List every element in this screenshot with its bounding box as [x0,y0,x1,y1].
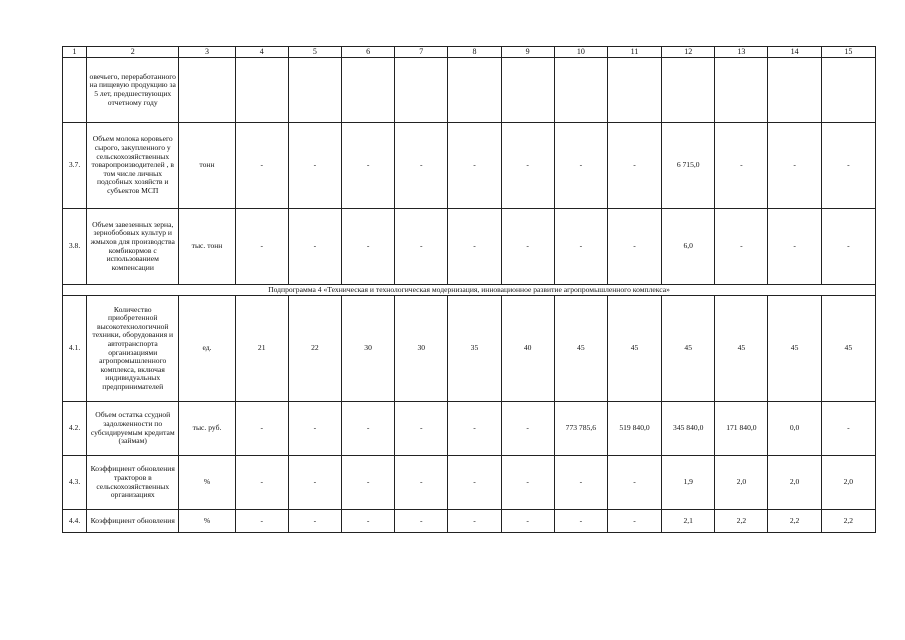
unit-cell: % [179,456,235,510]
value-cell: 30 [341,296,394,402]
indicator-name: овечьего, переработанного на пищевую продукцию за 5 лет, предшествующих отчетному году [87,58,179,123]
unit-cell: ед. [179,296,235,402]
header-cell: 4 [235,47,288,58]
value-cell: - [607,209,661,285]
value-cell: - [235,402,288,456]
value-cell: 2,2 [821,510,875,533]
header-cell: 12 [662,47,715,58]
indicator-number: 3.8. [63,209,87,285]
unit-cell: % [179,510,235,533]
header-cell: 9 [501,47,554,58]
value-cell: - [554,123,607,209]
value-cell: 171 840,0 [715,402,768,456]
table-row [63,123,876,209]
table-row [63,510,876,533]
table-row [63,296,876,402]
value-cell: - [554,510,607,533]
value-cell: - [607,456,661,510]
header-cell: 8 [448,47,501,58]
value-cell: - [235,123,288,209]
value-cell: 2,2 [715,510,768,533]
value-cell: 30 [395,296,448,402]
value-cell: 519 840,0 [607,402,661,456]
value-cell: - [395,456,448,510]
indicator-name: Коэффициент обновления [87,510,179,533]
value-cell [662,58,715,123]
value-cell: - [607,510,661,533]
value-cell: - [501,510,554,533]
value-cell [768,58,821,123]
value-cell: - [288,510,341,533]
unit-cell [179,58,235,123]
indicator-number: 4.1. [63,296,87,402]
value-cell: - [821,209,875,285]
value-cell [235,58,288,123]
header-cell: 10 [554,47,607,58]
indicator-number: 3.7. [63,123,87,209]
value-cell: 773 785,6 [554,402,607,456]
value-cell: 0,0 [768,402,821,456]
value-cell: 2,0 [715,456,768,510]
value-cell: - [768,209,821,285]
value-cell: - [448,123,501,209]
value-cell: - [235,510,288,533]
subprogram-row [63,285,876,296]
value-cell: - [395,209,448,285]
value-cell: - [288,456,341,510]
value-cell: 45 [821,296,875,402]
value-cell: - [768,123,821,209]
value-cell: - [341,209,394,285]
value-cell: - [448,209,501,285]
value-cell [607,58,661,123]
header-cell: 13 [715,47,768,58]
indicator-name: Объем завезенных зерна, зернобобовых культур и жмыхов для производства комбикормов с использованием компенсации [87,209,179,285]
value-cell: - [288,123,341,209]
table-row [63,58,876,123]
value-cell: 2,0 [768,456,821,510]
value-cell [554,58,607,123]
value-cell: - [395,402,448,456]
value-cell: - [341,402,394,456]
value-cell [821,58,875,123]
value-cell [501,58,554,123]
value-cell: 22 [288,296,341,402]
value-cell: 45 [715,296,768,402]
value-cell: 345 840,0 [662,402,715,456]
value-cell: - [554,456,607,510]
header-cell: 15 [821,47,875,58]
value-cell [448,58,501,123]
table-body [63,47,876,533]
value-cell: - [288,402,341,456]
table-row [63,456,876,510]
indicator-number: 4.2. [63,402,87,456]
value-cell: 2,2 [768,510,821,533]
header-cell: 1 [63,47,87,58]
value-cell: - [235,209,288,285]
indicators-table [62,46,876,533]
indicator-name: Коэффициент обновления тракторов в сельскохозяйственных организациях [87,456,179,510]
value-cell: 21 [235,296,288,402]
subprogram-title: Подпрограмма 4 «Техническая и технологическая модернизация, инновационное развитие агропромышленного комплекса» [63,285,876,296]
value-cell: - [288,209,341,285]
value-cell: 45 [554,296,607,402]
unit-cell: тыс. руб. [179,402,235,456]
value-cell: - [715,123,768,209]
value-cell: 1,9 [662,456,715,510]
header-cell: 14 [768,47,821,58]
value-cell: - [821,402,875,456]
indicator-number: 4.3. [63,456,87,510]
value-cell: - [341,456,394,510]
value-cell: 45 [662,296,715,402]
value-cell: - [501,456,554,510]
value-cell: - [341,123,394,209]
value-cell: - [501,209,554,285]
value-cell: 35 [448,296,501,402]
value-cell: - [341,510,394,533]
value-cell: 2,0 [821,456,875,510]
value-cell [395,58,448,123]
indicator-number [63,58,87,123]
header-cell: 2 [87,47,179,58]
indicator-name: Объем молока коровьего сырого, закупленного у сельскохозяйственных товаропроизводителей , в том числе личных подсобных хозяйств и субъектов МСП [87,123,179,209]
value-cell: - [395,123,448,209]
header-cell: 5 [288,47,341,58]
value-cell: - [395,510,448,533]
header-cell: 6 [341,47,394,58]
indicator-name: Объем остатка ссудной задолженности по субсидируемым кредитам (займам) [87,402,179,456]
header-cell: 11 [607,47,661,58]
unit-cell: тыс. тонн [179,209,235,285]
value-cell: - [607,123,661,209]
value-cell: 6,0 [662,209,715,285]
indicator-number: 4.4. [63,510,87,533]
table-row [63,209,876,285]
value-cell: 6 715,0 [662,123,715,209]
table-row [63,402,876,456]
header-cell: 3 [179,47,235,58]
unit-cell: тонн [179,123,235,209]
value-cell: - [448,402,501,456]
header-row [63,47,876,58]
header-cell: 7 [395,47,448,58]
value-cell [715,58,768,123]
value-cell: 40 [501,296,554,402]
value-cell [288,58,341,123]
value-cell: 2,1 [662,510,715,533]
value-cell: - [554,209,607,285]
value-cell: - [715,209,768,285]
value-cell: - [235,456,288,510]
value-cell: - [501,402,554,456]
value-cell: 45 [768,296,821,402]
value-cell: - [821,123,875,209]
value-cell: - [448,456,501,510]
value-cell: 45 [607,296,661,402]
value-cell [341,58,394,123]
value-cell: - [501,123,554,209]
value-cell: - [448,510,501,533]
indicator-name: Количество приобретенной высокотехнологичной техники, оборудования и автотранспорта организациями агропромышленного комплекса, включая индивидуальных предпринимателей [87,296,179,402]
